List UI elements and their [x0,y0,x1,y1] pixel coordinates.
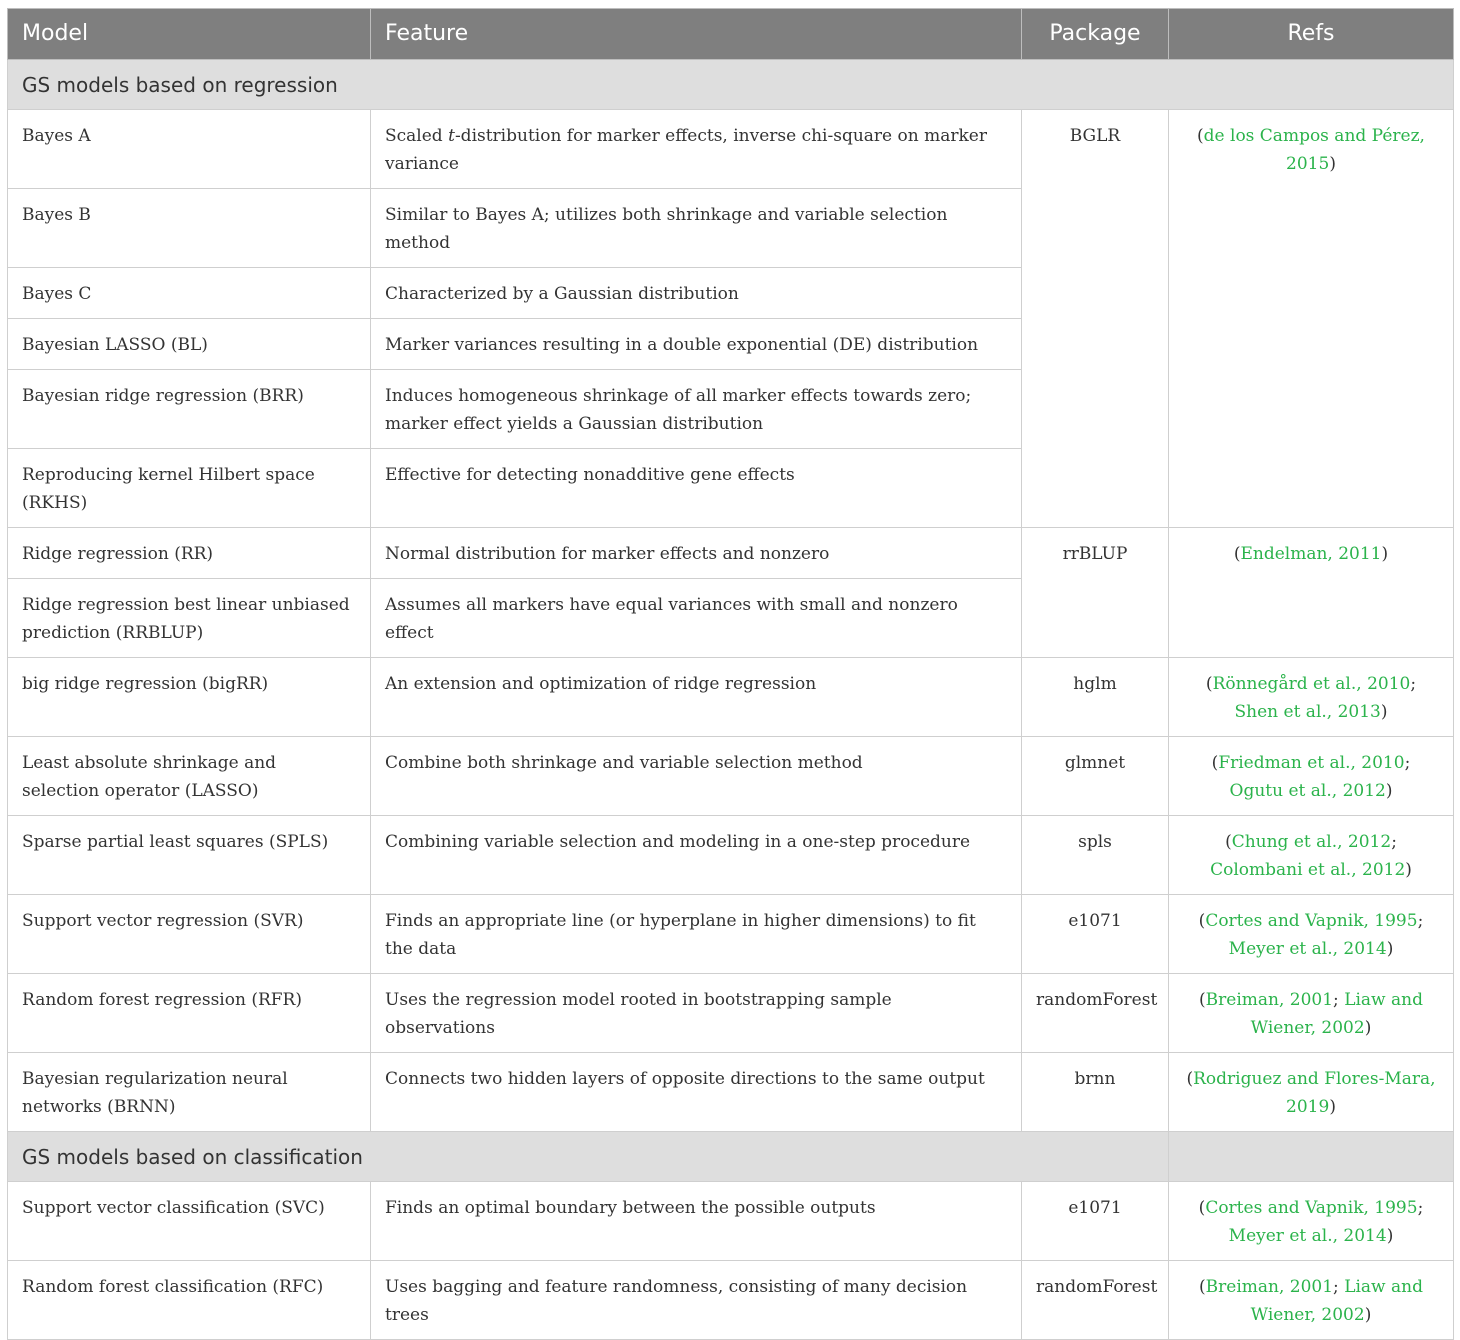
section-blank-cell [1169,1132,1454,1182]
ref-link[interactable]: Endelman, 2011 [1240,544,1382,564]
ref-separator: ; [1417,1198,1424,1218]
table-row [8,528,1454,579]
ref-separator: ; [1333,990,1345,1010]
refs-cell [1169,816,1454,895]
package-cell: hglm [1022,658,1169,737]
table-row [8,816,1454,895]
ref-link[interactable]: Liaw and Wiener, 2002 [1250,1277,1423,1325]
header-feature: Feature [371,9,1022,60]
feature-cell: Assumes all markers have equal variances with small and nonzero effect [371,579,1022,658]
ref-paren: ( [1205,674,1213,694]
ref-link[interactable]: Liaw and Wiener, 2002 [1250,990,1423,1038]
model-cell: Bayesian ridge regression (BRR) [8,370,371,449]
header-package: Package [1022,9,1169,60]
ref-link[interactable]: Colombani et al., 2012 [1210,860,1406,880]
refs-cell [1169,895,1454,974]
ref-paren: ( [1211,753,1219,773]
refs-cell [1169,1261,1454,1340]
package-cell: BGLR [1022,110,1169,528]
model-cell: Ridge regression best linear unbiased prediction (RRBLUP) [8,579,371,658]
package-cell: e1071 [1022,1182,1169,1261]
feature-cell: Combining variable selection and modeling in a one-step procedure [371,816,1022,895]
ref-separator: ; [1391,832,1397,852]
header-row [8,9,1454,60]
ref-separator: ; [1404,753,1411,773]
ref-paren: ( [1198,1198,1206,1218]
feature-cell: Finds an appropriate line (or hyperplane in higher dimensions) to fit the data [371,895,1022,974]
section-title: GS models based on regression [8,60,1454,110]
ref-link[interactable]: Cortes and Vapnik, 1995 [1205,1198,1418,1218]
ref-paren: ( [1199,1277,1206,1297]
ref-paren: ) [1405,860,1412,880]
model-cell: Support vector classification (SVC) [8,1182,371,1261]
ref-link[interactable]: Rönnegård et al., 2010 [1212,674,1411,694]
ref-link[interactable]: Breiman, 2001 [1205,1277,1334,1297]
table-row [8,974,1454,1053]
model-cell: Least absolute shrinkage and selection operator (LASSO) [8,737,371,816]
model-cell: Bayes B [8,189,371,268]
table-row [8,737,1454,816]
ref-link[interactable]: Ogutu et al., 2012 [1229,781,1386,801]
models-table [7,8,1454,1340]
ref-paren: ( [1198,911,1206,931]
feature-cell: Uses bagging and feature randomness, consisting of many decision trees [371,1261,1022,1340]
ref-paren: ( [1199,990,1206,1010]
package-cell: randomForest [1022,974,1169,1053]
package-cell: randomForest [1022,1261,1169,1340]
refs-cell [1169,737,1454,816]
ref-separator: ; [1333,1277,1345,1297]
package-cell: rrBLUP [1022,528,1169,658]
feature-cell: Finds an optimal boundary between the possible outputs [371,1182,1022,1261]
table-row [8,1182,1454,1261]
model-cell: Support vector regression (SVR) [8,895,371,974]
model-cell: Reproducing kernel Hilbert space (RKHS) [8,449,371,528]
feature-italic: t [448,126,455,146]
model-cell: Sparse partial least squares (SPLS) [8,816,371,895]
ref-link[interactable]: Shen et al., 2013 [1234,702,1381,722]
feature-cell: An extension and optimization of ridge regression [371,658,1022,737]
refs-cell [1169,658,1454,737]
ref-link[interactable]: Meyer et al., 2014 [1228,939,1387,959]
ref-link[interactable]: Friedman et al., 2010 [1218,753,1405,773]
feature-cell: Characterized by a Gaussian distribution [371,268,1022,319]
feature-cell: Similar to Bayes A; utilizes both shrinkage and variable selection method [371,189,1022,268]
refs-cell [1169,110,1454,528]
ref-paren: ) [1329,154,1336,174]
package-cell: e1071 [1022,895,1169,974]
table-row [8,658,1454,737]
ref-paren: ) [1380,702,1388,722]
model-cell: big ridge regression (bigRR) [8,658,371,737]
feature-cell: Uses the regression model rooted in bootstrapping sample observations [371,974,1022,1053]
ref-link[interactable]: Meyer et al., 2014 [1228,1226,1387,1246]
header-refs: Refs [1169,9,1454,60]
table-row [8,895,1454,974]
package-cell: glmnet [1022,737,1169,816]
ref-link[interactable]: Breiman, 2001 [1205,990,1334,1010]
feature-cell: Effective for detecting nonadditive gene effects [371,449,1022,528]
feature-cell: Marker variances resulting in a double exponential (DE) distribution [371,319,1022,370]
model-cell: Bayesian LASSO (BL) [8,319,371,370]
ref-paren: ) [1386,939,1394,959]
ref-paren: ( [1225,832,1232,852]
ref-separator: ; [1417,911,1424,931]
ref-paren: ( [1197,126,1204,146]
package-cell: spls [1022,816,1169,895]
refs-cell [1169,1053,1454,1132]
feature-cell: Induces homogeneous shrinkage of all marker effects towards zero; marker effect yields a Gaussian distribution [371,370,1022,449]
refs-cell [1169,528,1454,658]
table-row [8,110,1454,189]
feature-text: Scaled [385,126,449,146]
ref-paren: ) [1364,1018,1372,1038]
feature-cell [371,110,1022,189]
ref-paren: ) [1386,1226,1394,1246]
refs-cell [1169,1182,1454,1261]
ref-link[interactable]: Rodriguez and Flores-Mara, 2019 [1193,1069,1436,1117]
package-cell: brnn [1022,1053,1169,1132]
ref-paren: ) [1381,544,1389,564]
ref-paren: ( [1186,1069,1194,1089]
ref-paren: ( [1233,544,1241,564]
table-row [8,1053,1454,1132]
model-cell: Bayesian regularization neural networks (BRNN) [8,1053,371,1132]
feature-text: -distribution for marker effects, inverse chi-square on marker variance [385,126,987,174]
ref-link[interactable]: de los Campos and Pérez, 2015 [1203,126,1425,174]
model-cell: Bayes C [8,268,371,319]
feature-cell: Normal distribution for marker effects and nonzero [371,528,1022,579]
model-cell: Random forest regression (RFR) [8,974,371,1053]
section-row-regression [8,60,1454,110]
model-cell: Random forest classification (RFC) [8,1261,371,1340]
ref-paren: ) [1329,1097,1336,1117]
refs-cell [1169,974,1454,1053]
model-cell: Bayes A [8,110,371,189]
table-row [8,1261,1454,1340]
feature-cell: Connects two hidden layers of opposite directions to the same output [371,1053,1022,1132]
ref-paren: ) [1385,781,1393,801]
section-row-classification [8,1132,1454,1182]
ref-link[interactable]: Cortes and Vapnik, 1995 [1205,911,1418,931]
feature-cell: Combine both shrinkage and variable selection method [371,737,1022,816]
model-cell: Ridge regression (RR) [8,528,371,579]
header-model: Model [8,9,371,60]
ref-paren: ) [1364,1305,1372,1325]
ref-link[interactable]: Chung et al., 2012 [1231,832,1392,852]
section-title: GS models based on classification [8,1132,1169,1182]
ref-separator: ; [1410,674,1417,694]
